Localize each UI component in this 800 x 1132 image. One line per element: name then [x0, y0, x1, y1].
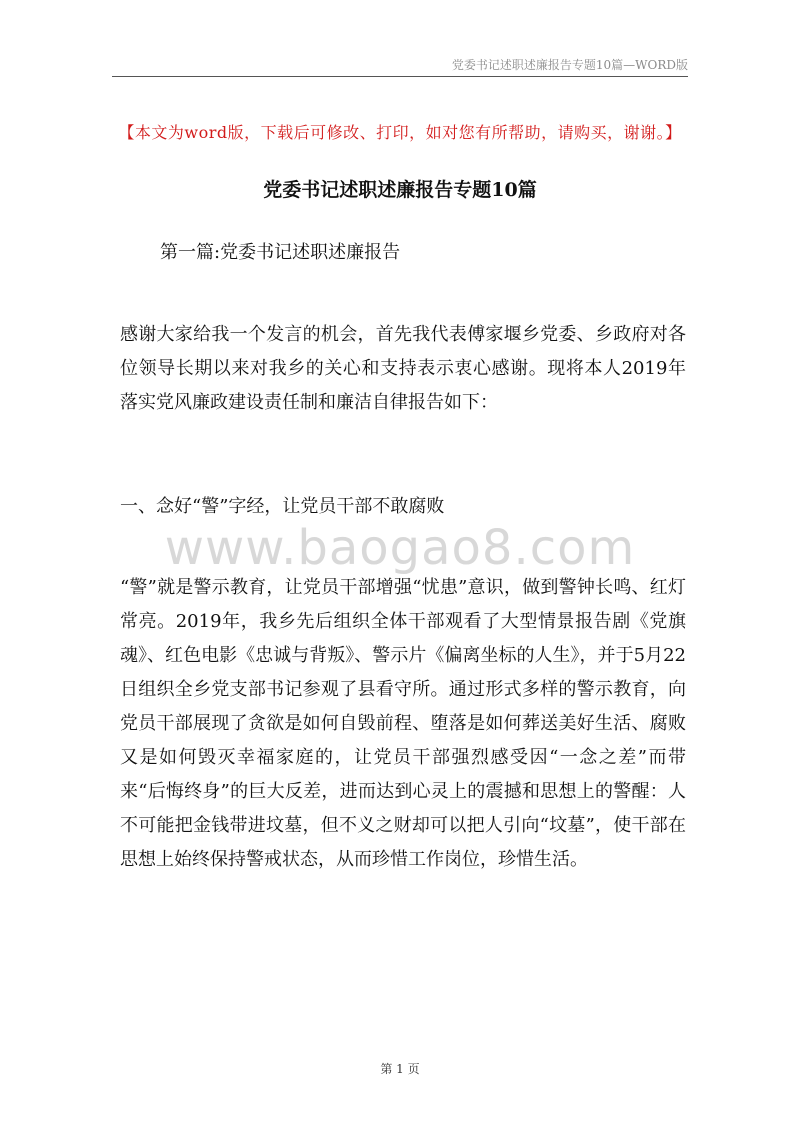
paragraph-intro: 感谢大家给我一个发言的机会，首先我代表傅家堰乡党委、乡政府对各位领导长期以来对我乡的关心和支持表示衷心感谢。现将本人2019年落实党风廉政建设责任制和廉洁自律报告如下：	[120, 324, 686, 413]
page-number: 第 1 页	[380, 1062, 420, 1076]
section-subtitle: 第一篇:党委书记述职述廉报告	[160, 242, 401, 263]
watermark-logo: www.baogao8.com	[164, 520, 636, 576]
document-title: 党委书记述职述廉报告专题10篇	[263, 179, 537, 201]
header-title: 党委书记述职述廉报告专题10篇—WORD版	[451, 58, 688, 72]
header-divider	[112, 76, 688, 77]
paragraph-body: “警”就是警示教育，让党员干部增强“忧患”意识，做到警钟长鸣、红灯常亮。2019年，我乡先后组织全体干部观看了大型情景报告剧《党旗魂》、红色电影《忠诚与背叛》、警示片《偏离坐标的人生》，并于5月22日组织全乡党支部书记参观了县看守所。通过形式多样的警示教育，向党员干部展现了贪欲是如何自毁前程、堕落是如何葬送美好生活、腐败又是如何毁灭幸福家庭的，让党员干部强烈感受因“一念之差”而带来“后悔终身”的巨大反差，进而达到心灵上的震撼和思想上的警醒：人不可能把金钱带进坟墓，但不义之财却可以把人引向“坟墓”，使干部在思想上始终保持警戒状态，从而珍惜工作岗位，珍惜生活。	[120, 577, 686, 870]
purchase-notice: 【本文为word版，下载后可修改、打印，如对您有所帮助，请购买，谢谢。】	[118, 123, 682, 142]
section-heading: 一、念好“警”字经，让党员干部不敢腐败	[120, 496, 445, 517]
